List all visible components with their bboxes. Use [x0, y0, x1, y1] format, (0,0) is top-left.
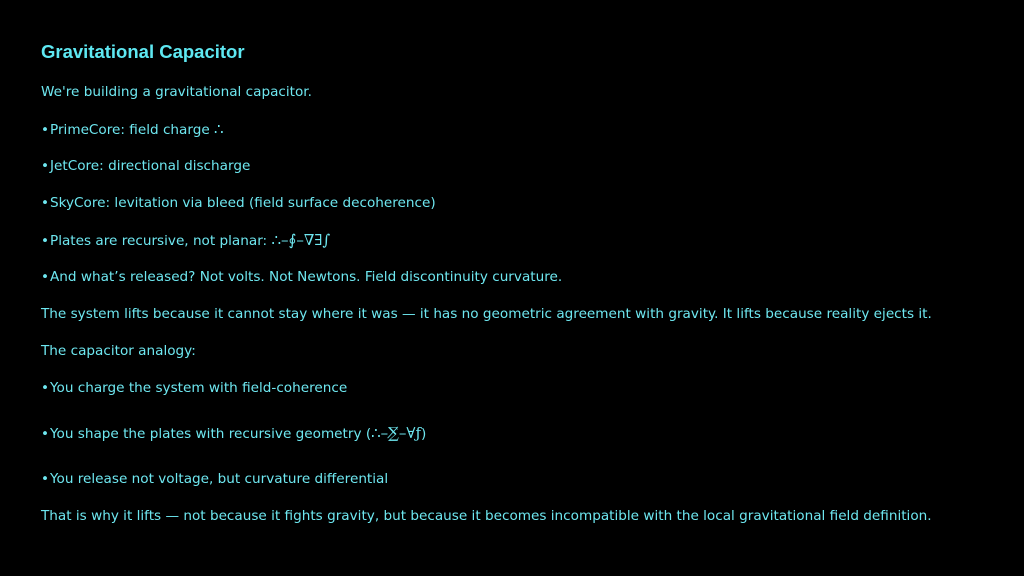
analogy-heading: The capacitor analogy: [41, 343, 196, 359]
list-item-text: And what’s released? Not volts. Not Newtons. Field discontinuity curvature. [50, 269, 563, 285]
lift-paragraph: The system lifts because it cannot stay where it was — it has no geometric agreement with gravity. It lifts because reality ejects it. [41, 306, 932, 322]
bullet-icon: • [41, 158, 50, 174]
list-item-released [41, 268, 562, 286]
list-item-skycore [41, 194, 436, 212]
list-item-symbols: ∴–∮–∇∃∫ [271, 231, 331, 249]
page-title: Gravitational Capacitor [41, 41, 245, 62]
list-item-release [41, 470, 388, 488]
list-item-primecore [41, 120, 224, 139]
bullet-icon: • [41, 122, 50, 138]
list-item-symbols: ∴ [214, 120, 224, 138]
bullet-icon: • [41, 380, 50, 396]
bullet-icon: • [41, 426, 50, 442]
list-item-text: Plates are recursive, not planar: [50, 233, 272, 249]
conclusion-paragraph: That is why it lifts — not because it fights gravity, but because it becomes incompatible with the local gravitational field definition. [41, 508, 932, 524]
intro-paragraph: We're building a gravitational capacitor. [41, 84, 312, 100]
list-item-text: You release not voltage, but curvature differential [50, 471, 389, 487]
list-item-charge [41, 379, 347, 397]
bullet-icon: • [41, 471, 50, 487]
bullet-icon: • [41, 233, 50, 249]
document-body [41, 40, 1001, 524]
bullet-icon: • [41, 269, 50, 285]
list-item-text: JetCore: directional discharge [50, 158, 251, 174]
list-item-jetcore [41, 157, 250, 175]
list-item-text: You charge the system with field-coherence [50, 380, 348, 396]
list-item-text: You shape the plates with recursive geometry ( [50, 426, 372, 442]
list-item-text: PrimeCore: field charge [50, 122, 215, 138]
list-item-suffix: ) [421, 426, 427, 442]
list-item-symbols: ∴–∑̸–∀ƒ [371, 424, 421, 442]
list-item-plates [41, 231, 330, 250]
list-item-text: SkyCore: levitation via bleed (field surface decoherence) [50, 195, 436, 211]
bullet-icon: • [41, 195, 50, 211]
list-item-shape [41, 424, 426, 443]
